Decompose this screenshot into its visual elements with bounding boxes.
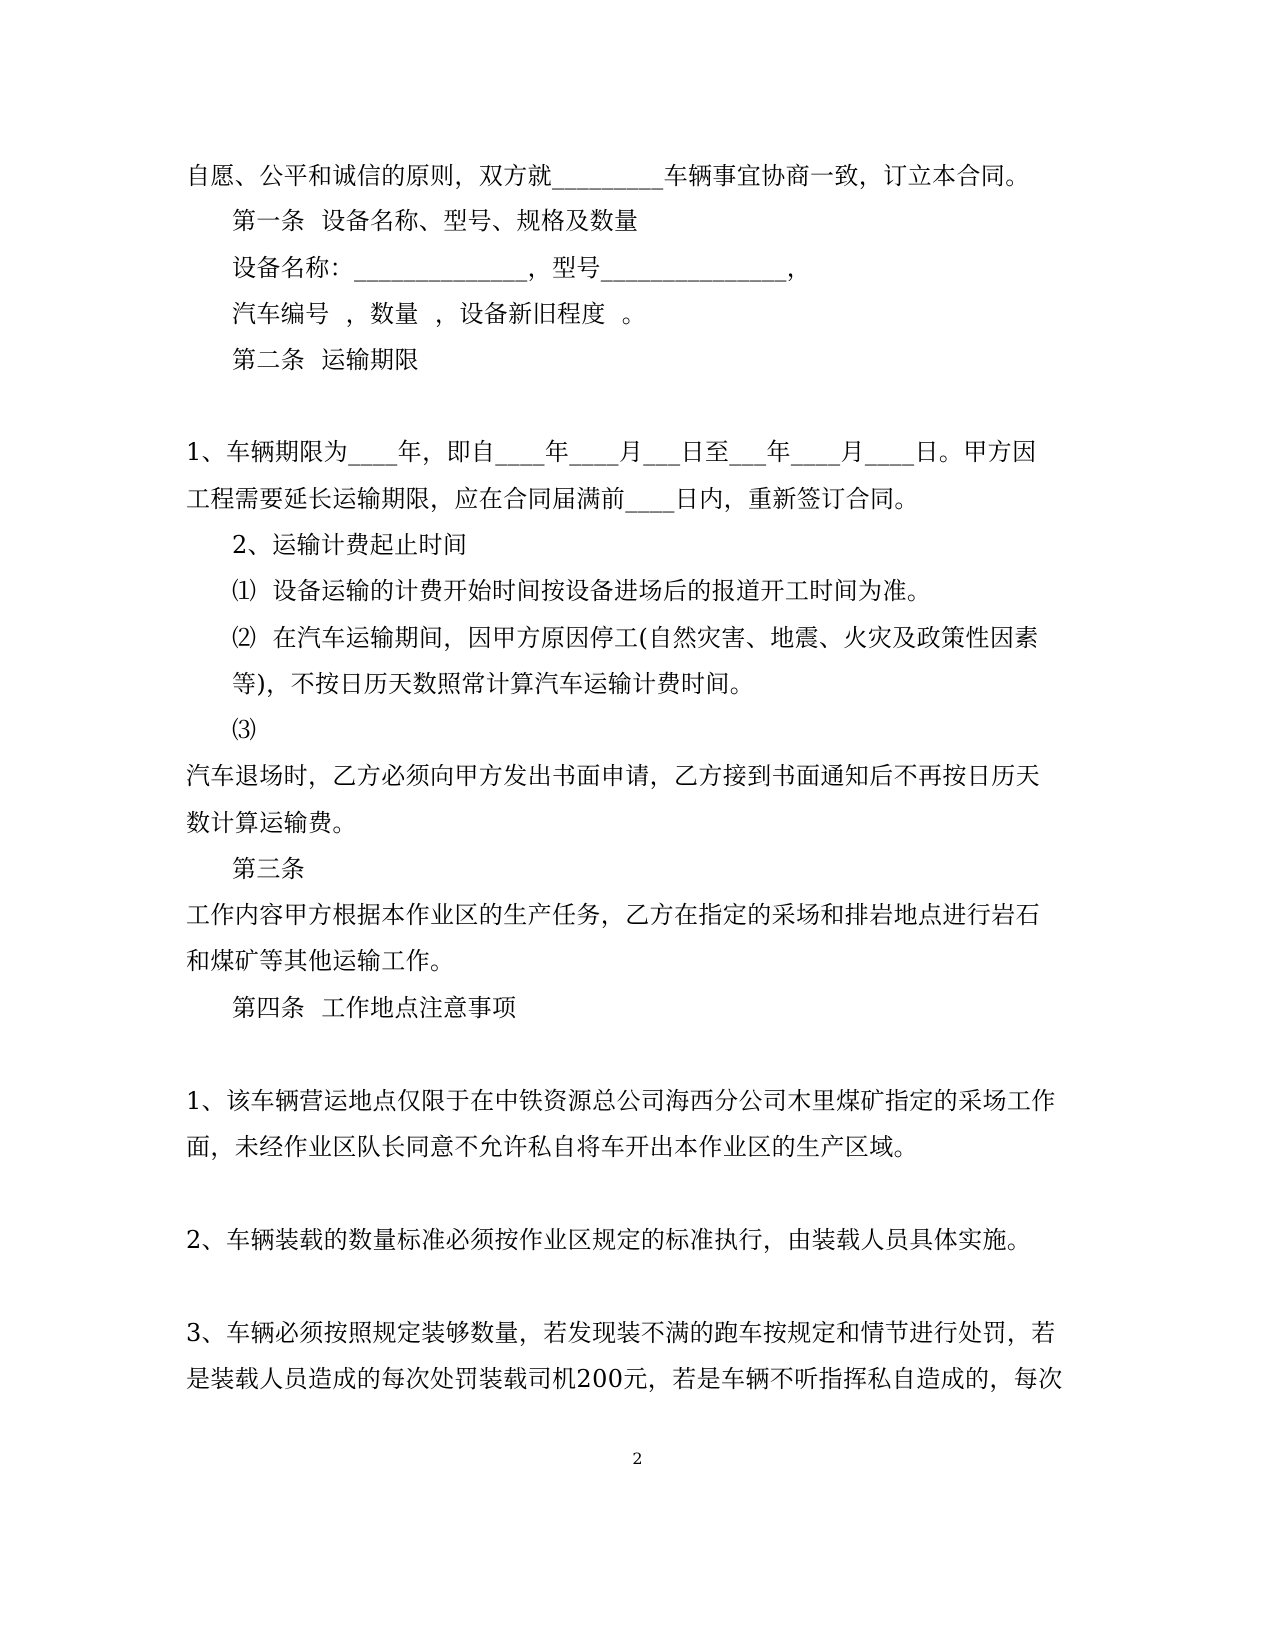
term-clause-line-1: 1、车辆期限为____年，即自____年____月___日至___年____月____日。甲方因	[186, 438, 1037, 466]
text-line-1: 自愿、公平和诚信的原则，双方就_________车辆事宜协商一致，订立本合同。	[186, 162, 1030, 190]
location-clause-2: 2、车辆装载的数量标准必须按作业区规定的标准执行，由装载人员具体实施。	[186, 1226, 1032, 1254]
article-1-heading: 第一条 设备名称、型号、规格及数量	[232, 207, 639, 235]
billing-item-3-line-2: 数计算运输费。	[186, 809, 357, 837]
article-2-heading: 第二条 运输期限	[232, 346, 419, 374]
billing-item-3-marker: ⑶	[232, 716, 257, 744]
location-clause-1-line-1: 1、该车辆营运地点仅限于在中铁资源总公司海西分公司木里煤矿指定的采场工作	[186, 1087, 1056, 1115]
vehicle-number-line: 汽车编号 ，数量 ，设备新旧程度 。	[232, 300, 647, 328]
article-4-heading: 第四条 工作地点注意事项	[232, 994, 517, 1022]
location-clause-3-line-2: 是装载人员造成的每次处罚装载司机200元，若是车辆不听指挥私自造成的，每次	[186, 1365, 1063, 1393]
article-3-heading: 第三条	[232, 855, 306, 883]
billing-period-heading: 2、运输计费起止时间	[232, 531, 468, 559]
term-clause-line-2: 工程需要延长运输期限，应在合同届满前____日内，重新签订合同。	[186, 485, 919, 513]
billing-item-3-line-1: 汽车退场时，乙方必须向甲方发出书面申请，乙方接到书面通知后不再按日历天	[186, 762, 1040, 790]
page-number: 2	[632, 1449, 643, 1468]
billing-item-2-line-2: 等)，不按日历天数照常计算汽车运输计费时间。	[232, 670, 755, 698]
location-clause-1-line-2: 面，未经作业区队长同意不允许私自将车开出本作业区的生产区域。	[186, 1133, 918, 1161]
billing-item-2-line-1: ⑵ 在汽车运输期间，因甲方原因停工(自然灾害、地震、火灾及政策性因素	[232, 624, 1039, 652]
work-content-line-2: 和煤矿等其他运输工作。	[186, 947, 455, 975]
work-content-line-1: 工作内容甲方根据本作业区的生产任务，乙方在指定的采场和排岩地点进行岩石	[186, 901, 1040, 929]
billing-item-1: ⑴ 设备运输的计费开始时间按设备进场后的报道开工时间为准。	[232, 577, 932, 605]
equipment-name-line: 设备名称：______________，型号_______________，	[232, 254, 812, 282]
location-clause-3-line-1: 3、车辆必须按照规定装够数量，若发现装不满的跑车按规定和情节进行处罚，若	[186, 1319, 1056, 1347]
